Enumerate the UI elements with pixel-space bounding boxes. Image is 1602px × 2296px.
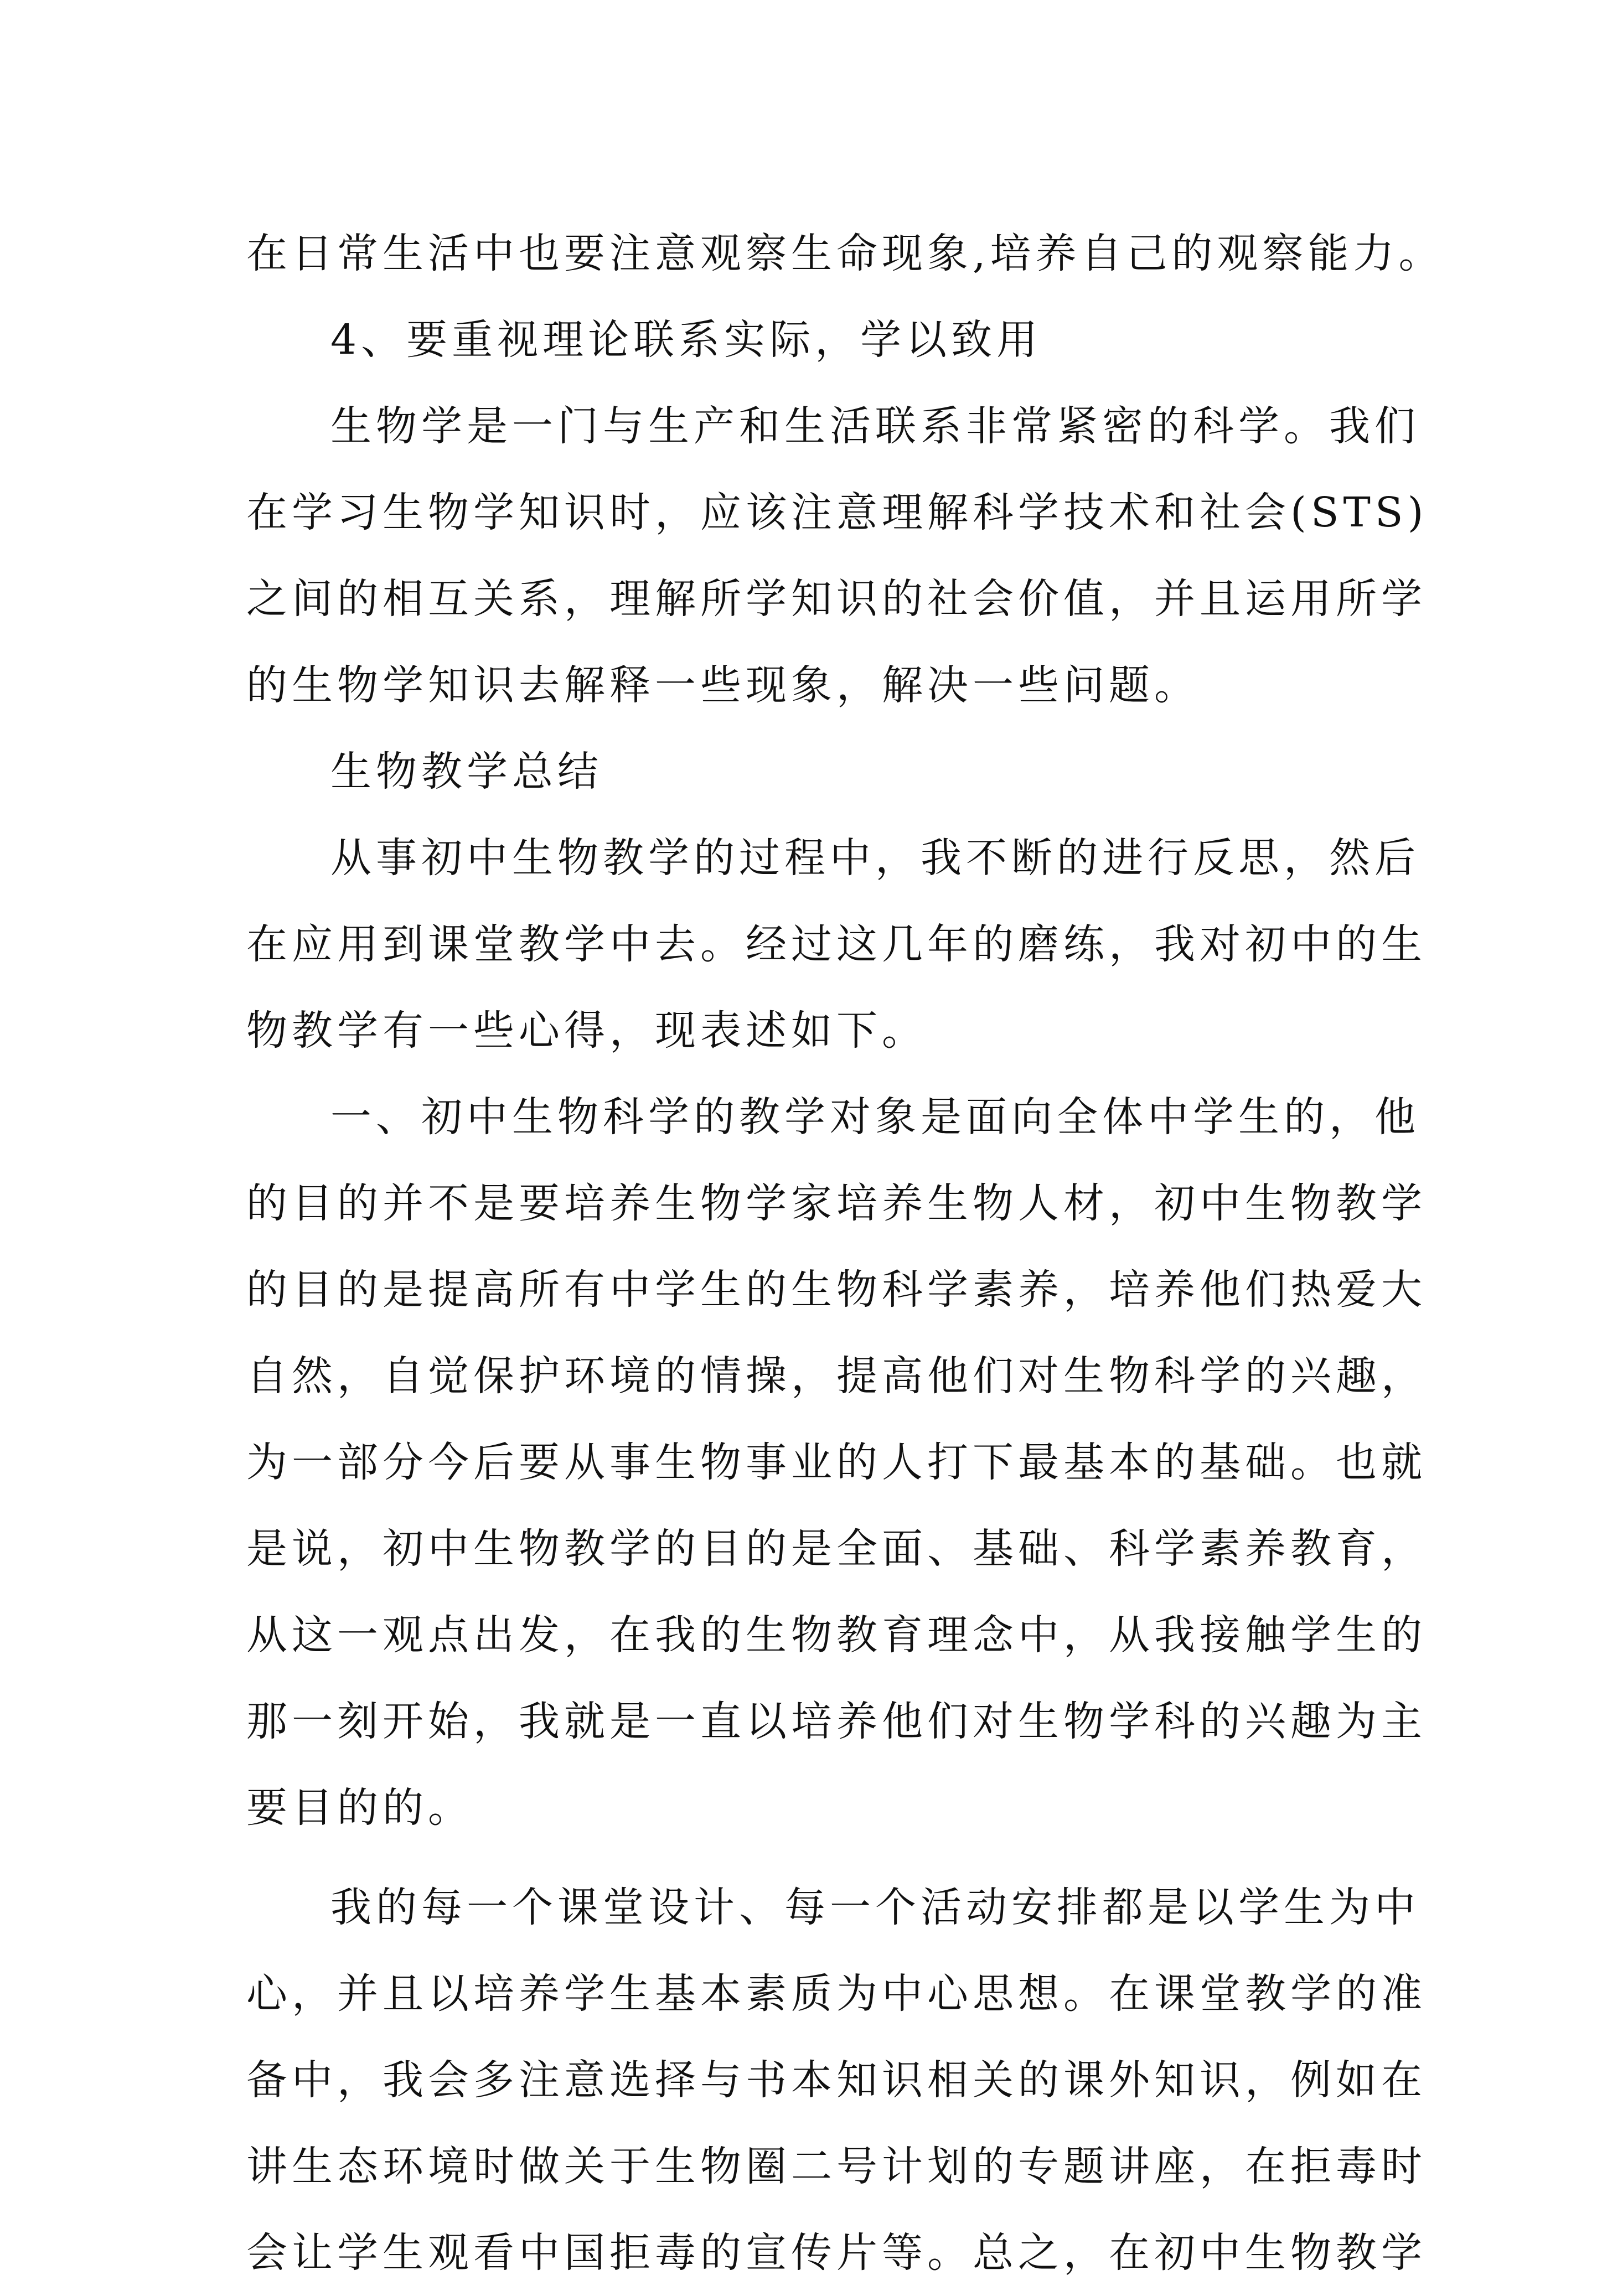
text-line: 在日常生活中也要注意观察生命现象,培养自己的观察能力。 <box>246 230 1444 277</box>
text-line: 是说，初中生物教学的目的是全面、基础、科学素养教育， <box>246 1525 1427 1573</box>
text-line: 备中，我会多注意选择与书本知识相关的课外知识，例如在 <box>246 2056 1427 2104</box>
text-line: 我的每一个课堂设计、每一个活动安排都是以学生为中 <box>330 1884 1420 1931</box>
text-line: 生物学是一门与生产和生活联系非常紧密的科学。我们 <box>330 402 1420 450</box>
text-line: 会让学生观看中国拒毒的宣传片等。总之，在初中生物教学 <box>246 2229 1427 2277</box>
text-line: 之间的相互关系，理解所学知识的社会价值，并且运用所学 <box>246 575 1427 623</box>
document-body <box>246 210 1444 2296</box>
section-heading: 生物教学总结 <box>330 748 603 795</box>
section-heading: 4、要重视理论联系实际，学以致用 <box>330 316 1042 364</box>
text-line: 在应用到课堂教学中去。经过这几年的磨练，我对初中的生 <box>246 921 1427 968</box>
text-line: 的目的并不是要培养生物学家培养生物人材，初中生物教学 <box>246 1180 1427 1227</box>
text-line: 的目的是提高所有中学生的生物科学素养，培养他们热爱大 <box>246 1266 1427 1314</box>
text-line: 自然，自觉保护环境的情操，提高他们对生物科学的兴趣， <box>246 1352 1427 1400</box>
text-line: 从这一观点出发，在我的生物教育理念中，从我接触学生的 <box>246 1611 1427 1659</box>
text-line: 为一部分今后要从事生物事业的人打下最基本的基础。也就 <box>246 1439 1427 1486</box>
text-line: 从事初中生物教学的过程中，我不断的进行反思，然后 <box>330 834 1420 882</box>
text-line: 要目的的。 <box>246 1784 473 1832</box>
text-line: 一、初中生物科学的教学对象是面向全体中学生的，他 <box>330 1093 1420 1141</box>
text-line: 讲生态环境时做关于生物圈二号计划的专题讲座，在拒毒时 <box>246 2143 1427 2190</box>
text-line: 心，并且以培养学生基本素质为中心思想。在课堂教学的准 <box>246 1970 1427 2018</box>
paragraph-spacer <box>246 1851 1365 1864</box>
text-line: 物教学有一些心得，现表述如下。 <box>246 1007 927 1054</box>
text-line: 在学习生物学知识时，应该注意理解科学技术和社会(STS) <box>246 489 1428 536</box>
text-line: 的生物学知识去解释一些现象，解决一些问题。 <box>246 661 1200 709</box>
text-line: 那一刻开始，我就是一直以培养他们对生物学科的兴趣为主 <box>246 1698 1427 1745</box>
